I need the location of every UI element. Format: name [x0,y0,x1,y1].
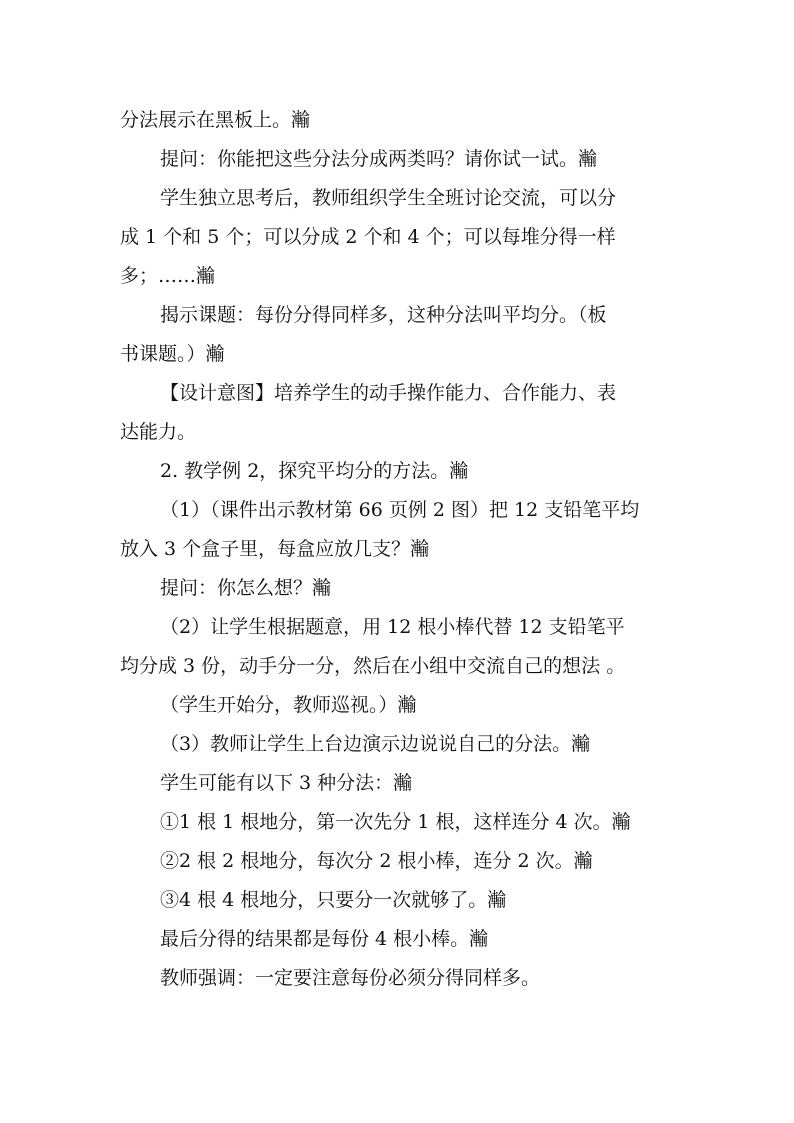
paragraph-line: 成 1 个和 5 个；可以分成 2 个和 4 个；可以每堆分得一样 [120,226,616,248]
section-heading: 2. 教学例 2，探究平均分的方法。瀭 [160,460,469,482]
paragraph-line: 分法展示在黑板上。瀭 [120,109,311,131]
list-item: ③4 根 4 根地分，只要分一次就够了。瀭 [160,889,507,911]
list-item: ①1 根 1 根地分，第一次先分 1 根，这样连分 4 次。瀭 [160,811,631,833]
paragraph-line: 提问：你怎么想？瀭 [160,577,332,599]
paragraph-line: 学生可能有以下 3 种分法：瀭 [160,772,413,794]
paragraph-line: 揭示课题：每份分得同样多，这种分法叫平均分。（板 [160,304,607,326]
paragraph-line: 学生独立思考后，教师组织学生全班讨论交流，可以分 [160,187,617,209]
paragraph-line: 均分成 3 份，动手分一分，然后在小组中交流自己的想法 。 [120,655,626,677]
list-item: ②2 根 2 根地分，每次分 2 根小棒，连分 2 次。瀭 [160,850,593,872]
paragraph-line: （2）让学生根据题意，用 12 根小棒代替 12 支铅笔平 [160,616,625,638]
paragraph-line: 书课题。）瀭 [120,343,225,365]
paragraph-line: 教师强调：一定要注意每份必须分得同样多。 [160,967,541,989]
paragraph-line: 达能力。 [120,421,197,443]
paragraph-line: 提问：你能把这些分法分成两类吗？请你试一试。瀭 [160,148,598,170]
paragraph-line: （1）（课件出示教材第 66 页例 2 图）把 12 支铅笔平均 [160,499,640,521]
paragraph-line: 放入 3 个盒子里，每盒应放几支？瀭 [120,538,430,560]
design-intent-line: 【设计意图】培养学生的动手操作能力、合作能力、表 [160,382,617,404]
paragraph-line: （3）教师让学生上台边演示边说说自己的分法。瀭 [160,733,591,755]
paragraph-line: 多；……瀭 [120,265,216,287]
paragraph-line: （学生开始分，教师巡视。）瀭 [160,694,417,716]
paragraph-line: 最后分得的结果都是每份 4 根小棒。瀭 [160,928,489,950]
